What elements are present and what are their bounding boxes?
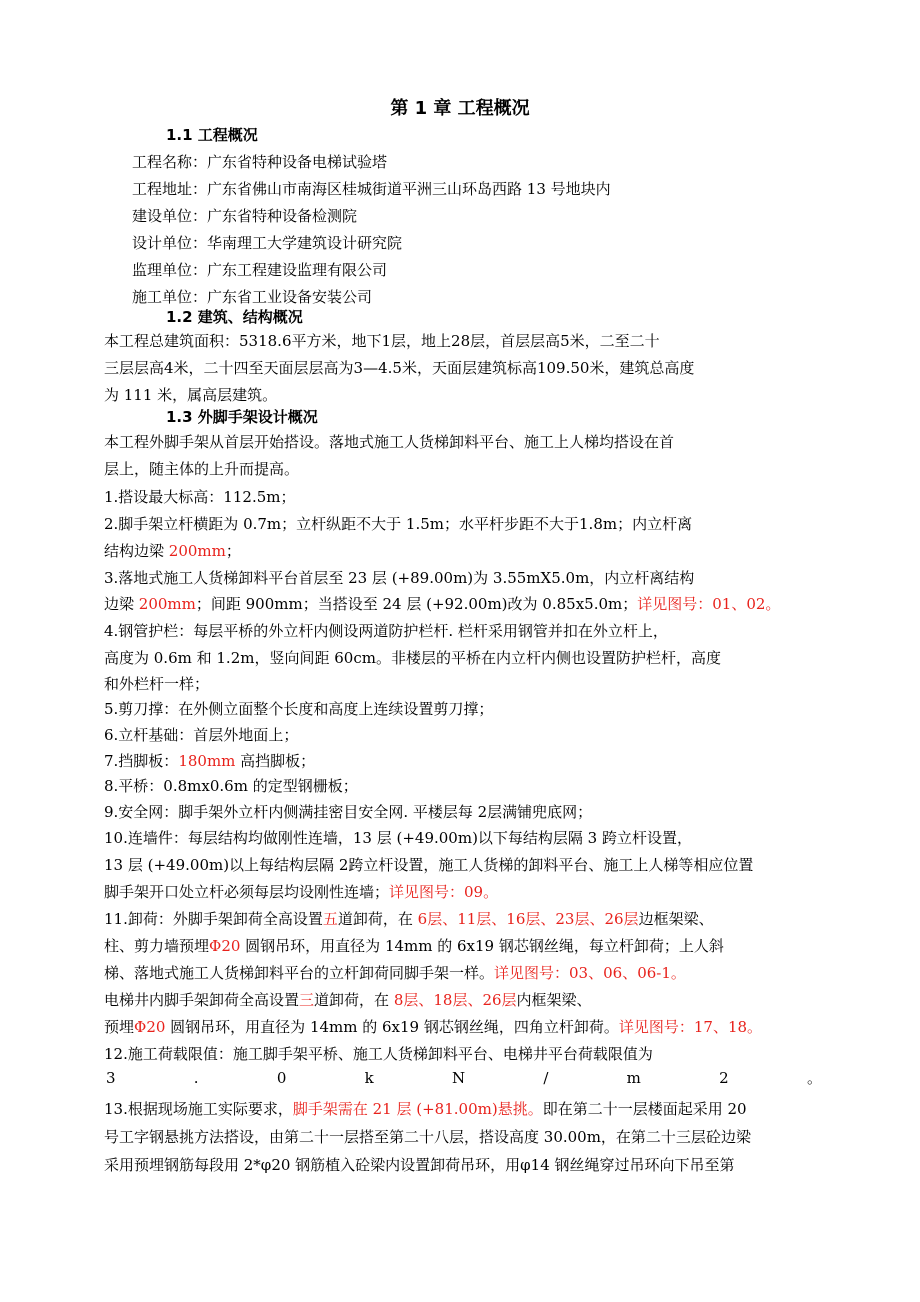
text-run: 边梁 [104,595,139,613]
supervisor-label: 监理单位： [132,261,208,279]
highlight-text: 200mm [168,542,226,560]
list-item-4-cont: 和外栏杆一样； [104,675,210,693]
project-info-row [132,205,854,227]
text-run: 圆钢吊环，用直径为 14mm 的 6x19 钢芯钢丝绳，四角立杆卸荷。 [165,1018,619,1036]
text-run: 脚手架开口处立杆必须每层均设刚性连墙； [104,883,390,901]
text-run: 11.卸荷：外脚手架卸荷全高设置 [104,910,323,928]
list-item-2: 2.脚手架立杆横距为 0.7m；立杆纵距不大于 1.5m；水平杆步距不大于1.8m；内立杆离 [104,515,693,533]
section-heading-1-3: 1.3 外脚手架设计概况 [166,408,318,426]
section-heading-1-1: 1.1 工程概况 [166,126,258,144]
paragraph-line: 本工程总建筑面积：5318.6平方米，地下1层，地上28层，首层层高5米，二至二十 [104,332,660,350]
text-run: 13.根据现场施工实际要求， [104,1100,293,1118]
highlight-text: 200mm [138,595,196,613]
list-item-6: 6.立杆基础：首层外地面上； [104,726,299,744]
contractor-label: 施工单位： [132,288,208,306]
list-item-13-cont: 采用预埋钢筋每段用 2*φ20 钢筋植入砼梁内设置卸荷吊环，用φ14 钢丝绳穿过吊环向下吊至第 [104,1156,735,1174]
paragraph-line: 层上，随主体的上升而提高。 [104,460,300,478]
drawing-reference: 详见图号：17、18。 [618,1018,763,1036]
project-info-row [132,151,854,173]
list-item-3-cont [104,593,826,615]
text-run: 7.挡脚板： [104,752,179,770]
paragraph-line: 本工程外脚手架从首层开始搭设。落地式施工人货梯卸料平台、施工上人梯均搭设在首 [104,433,675,451]
designer-label: 设计单位： [132,234,208,252]
list-item-10: 10.连墙件：每层结构均做刚性连墙，13 层 (+49.00m)以下每结构层隔 3 跨立杆设置， [104,829,692,847]
highlight-text: 180mm [178,752,236,770]
contractor-value: 广东省工业设备安装公司 [207,288,373,306]
list-item-4: 4.钢管护栏：每层平桥的外立杆内侧设两道防护栏杆. 栏杆采用钢管并扣在外立杆上， [104,622,668,640]
text-run: 2 [719,1069,729,1087]
highlight-text: 三 [299,991,315,1009]
list-item-13-cont: 号工字钢悬挑方法搭设，由第二十一层搭至第二十八层，搭设高度 30.00m，在第二十三层砼边梁 [104,1128,751,1146]
designer-value: 华南理工大学建筑设计研究院 [207,234,403,252]
text-run: 0 [276,1069,287,1087]
list-item-10-cont [104,881,826,903]
highlight-text: 8层、18层、26层 [393,991,517,1009]
list-item-11-cont [104,962,826,984]
load-limit-value [106,1067,822,1089]
project-address-value: 广东省佛山市南海区桂城街道平洲三山环岛西路 13 号地块内 [207,180,611,198]
highlight-text: 五 [322,910,338,928]
text-run: 结构边梁 [104,542,169,560]
list-item-8: 8.平桥：0.8mx0.6m 的定型钢栅板； [104,777,358,795]
text-run: 预埋 [104,1018,135,1036]
text-run: 即在第二十一层楼面起采用 20 [542,1100,747,1118]
list-item-2-cont [104,540,826,562]
list-item-11-cont [104,935,826,957]
elevator-shaft-paragraph-cont [104,1016,826,1038]
text-run: ； [225,542,241,560]
list-item-4-cont: 高度为 0.6m 和 1.2m，竖向间距 60cm。非楼层的平桥在内立杆内侧也设置防护栏杆，高度 [104,649,721,667]
text-run: 。 [806,1069,822,1087]
paragraph-line: 三层层高4米，二十四至天面层层高为3—4.5米，天面层建筑标高109.50米，建筑总高度 [104,359,695,377]
list-item-7 [104,750,826,772]
text-run: 道卸荷，在 [337,910,418,928]
drawing-reference: 详见图号：09。 [389,883,499,901]
highlight-text: 脚手架需在 21 层 (+81.00m)悬挑。 [292,1100,543,1118]
paragraph-line: 为 111 米，属高层建筑。 [104,386,278,404]
text-run: 3 [106,1069,116,1087]
supervisor-value: 广东工程建设监理有限公司 [207,261,388,279]
project-name-label: 工程名称： [132,153,208,171]
owner-value: 广东省特种设备检测院 [207,207,358,225]
drawing-reference: 详见图号：03、06、06-1。 [494,964,686,982]
section-heading-1-2: 1.2 建筑、结构概况 [166,308,303,326]
text-run: k [364,1069,374,1087]
project-name-value: 广东省特种设备电梯试验塔 [207,153,388,171]
list-item-3: 3.落地式施工人货梯卸料平台首层至 23 层 (+89.00m)为 3.55mX5.0m，内立杆离结构 [104,569,695,587]
list-item-9: 9.安全网：脚手架外立杆内侧满挂密目安全网. 平楼层每 2层满铺兜底网； [104,803,593,821]
project-info-row [132,286,854,308]
list-item-10-cont: 13 层 (+49.00m)以上每结构层隔 2跨立杆设置，施工人货梯的卸料平台、施工上人梯等相应位置 [104,856,754,874]
list-item-11 [104,908,826,930]
text-run: N [451,1069,466,1087]
text-run: 圆钢吊环，用直径为 14mm 的 6x19 钢芯钢丝绳，每立杆卸荷；上人斜 [240,937,724,955]
chapter-title: 第 1 章 工程概况 [390,98,530,119]
list-item-12-cont [106,1067,822,1089]
text-run: 边框架梁、 [638,910,714,928]
text-run: 电梯井内脚手架卸荷全高设置 [104,991,300,1009]
text-run: m [626,1069,641,1087]
drawing-reference: 详见图号：01、02。 [637,595,781,613]
highlight-text: 6层、11层、16层、23层、26层 [417,910,639,928]
text-run: 道卸荷，在 [314,991,394,1009]
project-info-row [132,232,854,254]
text-run: 柱、剪力墙预埋 [104,937,210,955]
project-info-row [132,178,854,200]
text-run: 梯、落地式施工人货梯卸料平台的立杆卸荷同脚手架一样。 [104,964,495,982]
list-item-1: 1.搭设最大标高：112.5m； [104,488,296,506]
list-item-12: 12.施工荷载限值：施工脚手架平桥、施工人货梯卸料平台、电梯井平台荷载限值为 [104,1045,653,1063]
text-run: / [543,1069,549,1087]
elevator-shaft-paragraph [104,989,826,1011]
text-run: ；间距 900mm；当搭设至 24 层 (+92.00m)改为 0.85x5.0m； [195,595,638,613]
list-item-5: 5.剪刀撑：在外侧立面整个长度和高度上连续设置剪刀撑； [104,700,494,718]
text-run: 高挡脚板； [235,752,316,770]
list-item-13 [104,1098,826,1120]
project-address-label: 工程地址： [132,180,208,198]
highlight-text: Φ20 [134,1018,166,1036]
highlight-text: Φ20 [209,937,241,955]
text-run: . [193,1069,199,1087]
text-run: 内框架梁、 [516,991,592,1009]
project-info-row [132,259,854,281]
owner-label: 建设单位： [132,207,208,225]
